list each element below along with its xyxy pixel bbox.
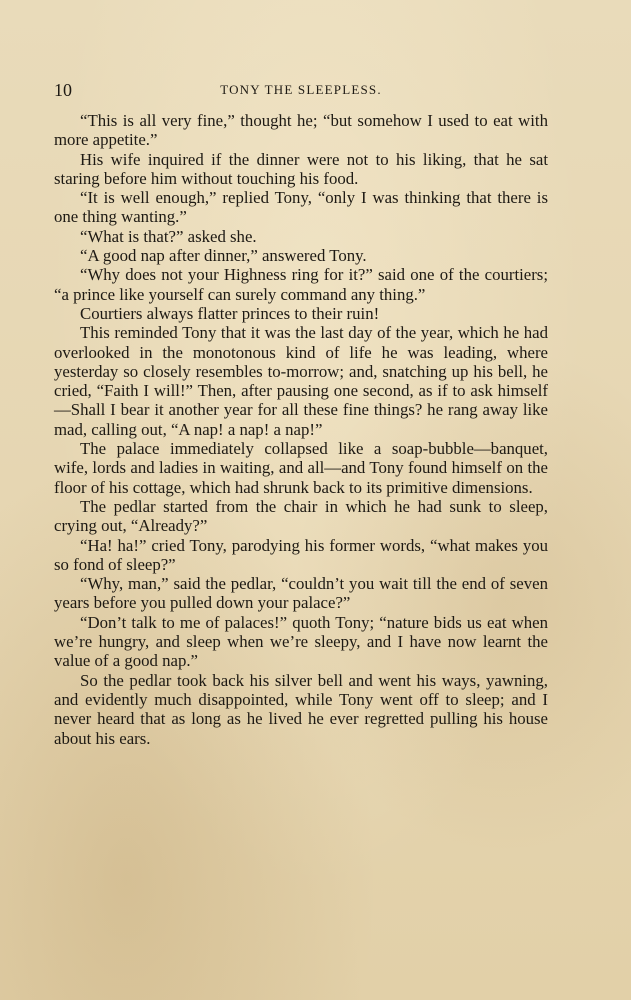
page-number: 10: [54, 80, 72, 100]
paragraph: “What is that?” asked she.: [80, 226, 257, 246]
body-text: [54, 111, 548, 748]
paragraph: “Ha! ha!” cried Tony, parodying his former words, “what makes you so fond of sleep?”: [54, 535, 548, 574]
paragraph: “It is well enough,” replied Tony, “only I was thinking that there is one thing wanting.”: [54, 188, 548, 227]
running-title: TONY THE SLEEPLESS.: [220, 82, 382, 97]
paragraph: The pedlar started from the chair in which he had sunk to sleep, crying out, “Already?”: [54, 496, 548, 536]
paragraph: His wife inquired if the dinner were not to his liking, that he sat staring before him without touching his food.: [54, 149, 548, 188]
running-head: [54, 80, 548, 100]
paragraph: So the pedlar took back his silver bell and went his ways, yawning, and evidently much disappointed, while Tony went off to sleep; and I never heard that as long as he lived he ever regretted pulling his house about his ears.: [54, 670, 548, 748]
paragraph: Courtiers always flatter princes to their ruin!: [80, 303, 380, 323]
paragraph: “A good nap after dinner,” answered Tony.: [80, 246, 367, 266]
paragraph: “Why, man,” said the pedlar, “couldn’t you wait till the end of seven years before you pulled down your palace?”: [54, 574, 548, 613]
paragraph: “Why does not your Highness ring for it?” said one of the courtiers; “a prince like yourself can surely command any thing.”: [54, 265, 548, 304]
paragraph: “This is all very fine,” thought he; “but somehow I used to eat with more appetite.”: [54, 111, 548, 150]
paragraph: “Don’t talk to me of palaces!” quoth Tony; “nature bids us eat when we’re hungry, and sleep when we’re sleepy, and I have now learnt the value of a good nap.”: [54, 612, 548, 671]
paragraph: This reminded Tony that it was the last day of the year, which he had overlooked in the monotonous kind of life he was leading, where yesterday so closely resembles to-morrow; and, snatching up his bell, he cried, “Faith I will!” Then, after pausing one second, as if to ask himself—Shall I bear it another year for all these fine things? he rang away like mad, calling out, “A nap! a nap! a nap!”: [54, 323, 548, 439]
paragraph: The palace immediately collapsed like a soap-bubble—banquet, wife, lords and ladies in waiting, and all—and Tony found himself on the floor of his cottage, which had shrunk back to its primitive dimensions.: [54, 439, 548, 497]
